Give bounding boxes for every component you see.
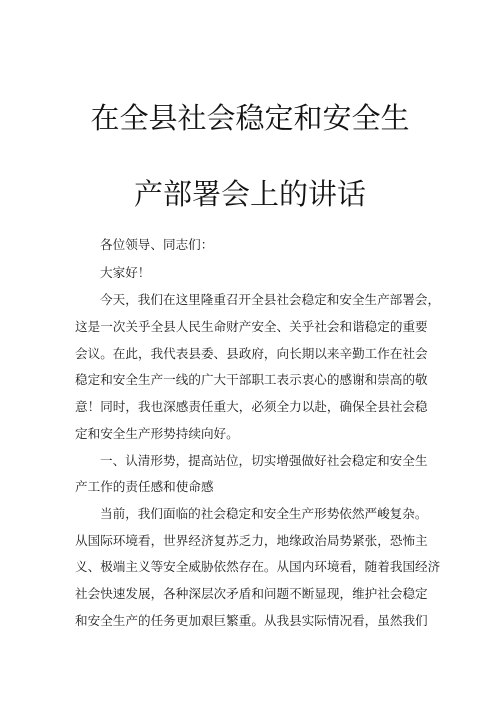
paragraph-line: 和安全生产的任务更加艰巨繁重。从我县实际情况看，虽然我们 <box>75 613 428 628</box>
paragraph-line: 意！同时，我也深感责任重大，必须全力以赴，确保全县社会稳 <box>75 399 428 414</box>
paragraph-line: 从国际环境看，世界经济复苏乏力，地缘政治局势紧张，恐怖主 <box>75 533 428 548</box>
document-title-line-1: 在全县社会稳定和安全生 <box>90 101 410 135</box>
paragraph-line: 稳定和安全生产一线的广大干部职工表示衷心的感谢和崇高的敬 <box>75 372 428 387</box>
paragraph-line: 社会快速发展，各种深层次矛盾和问题不断显现，维护社会稳定 <box>75 586 428 601</box>
salutation: 各位领导、同志们： <box>100 237 214 252</box>
document-title-line-2: 产部署会上的讲话 <box>133 177 366 211</box>
greeting: 大家好！ <box>100 265 151 280</box>
section-heading-line: 一、认清形势，提高站位，切实增强做好社会稳定和安全生 <box>100 453 428 468</box>
paragraph-line: 定和安全生产形势持续向好。 <box>75 426 239 441</box>
section-heading-line: 产工作的责任感和使命感 <box>75 479 214 494</box>
paragraph-line: 今天，我们在这里隆重召开全县社会稳定和安全生产部署会， <box>100 292 441 307</box>
paragraph-line: 这是一次关乎全县人民生命财产安全、关乎社会和谐稳定的重要 <box>75 319 428 334</box>
paragraph-line: 会议。在此，我代表县委、县政府，向长期以来辛勤工作在社会 <box>75 346 428 361</box>
paragraph-line: 义、极端主义等安全威胁依然存在。从国内环境看，随着我国经济 <box>75 559 441 574</box>
paragraph-line: 当前，我们面临的社会稳定和安全生产形势依然严峻复杂。 <box>100 506 428 521</box>
